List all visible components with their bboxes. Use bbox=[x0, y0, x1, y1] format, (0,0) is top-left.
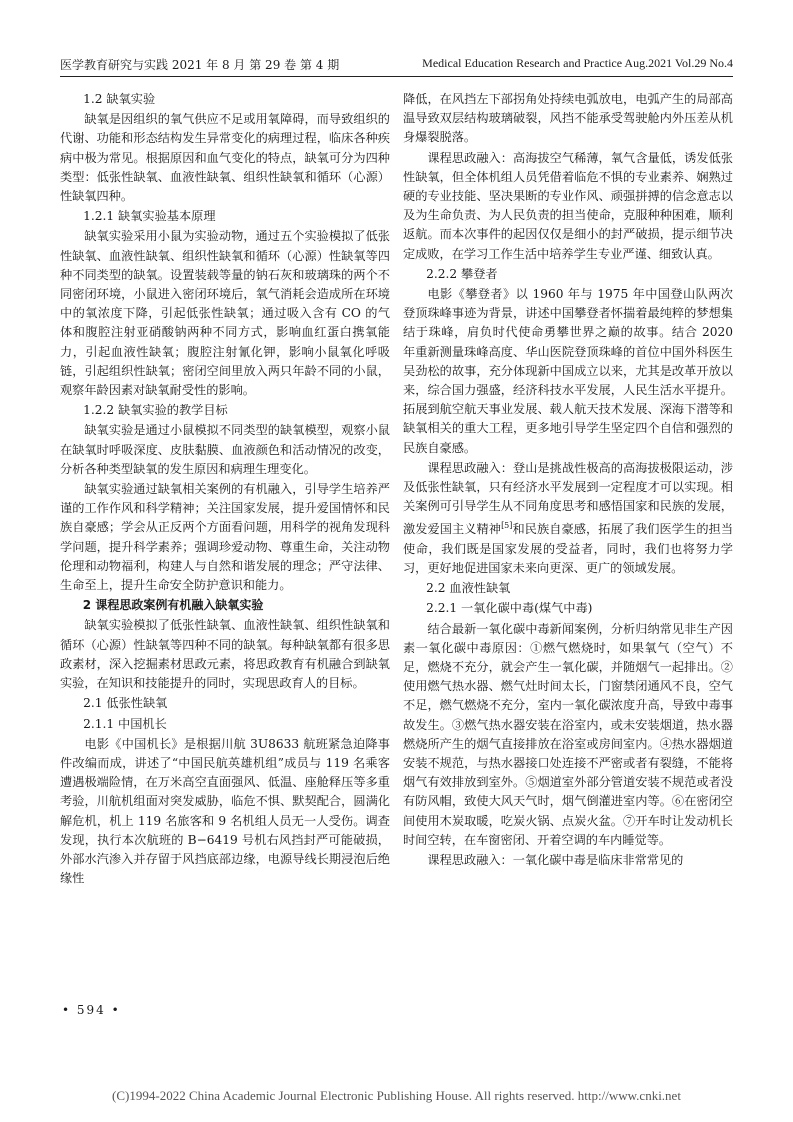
running-header bbox=[60, 54, 733, 77]
journal-header-english: Medical Education Research and Practice Aug.2021 Vol.29 No.4 bbox=[422, 56, 733, 70]
paragraph: 缺氧实验模拟了低张性缺氧、血液性缺氧、组织性缺氧和循环（心源）性缺氧等四种不同的缺氧。每种缺氧都有很多思政素材，深入挖掘素材思政元素，将思政教育有机融合到缺氧实验，在知识和技能提升的同时，实现思政育人的目标。 bbox=[60, 618, 390, 691]
right-column bbox=[403, 90, 733, 871]
paragraph: 课程思政融入：一氧化碳中毒是临床非常常见的 bbox=[427, 852, 684, 867]
paragraph: 缺氧是因组织的氧气供应不足或用氧障碍，而导致组织的代谢、功能和形态结构发生异常变化的病理过程，临床各种疾病中极为常见。根据原因和血气变化的特点，缺氧可分为四种类型：低张性缺氧、血液性缺氧、组织性缺氧和循环（心源）性缺氧四种。 bbox=[60, 112, 390, 204]
paragraph: 电影《中国机长》是根据川航 3U8633 航班紧急迫降事件改编而成，讲述了“中国民航英雄机组”成员与 119 名乘客遭遇极端险情，在万米高空直面强风、低温、座舱释压等多重考验，川航机组面对突发威胁，临危不惧、默契配合，圆满化解危机，机上 119 名旅客和 9 名机组人员无一人受伤。调查发现，执行本次航班的 B−6419 号机右风挡封严可能破损，外部水汽渗入并存留于风挡底部边缘，电源导线长期浸泡后绝缘性 bbox=[60, 736, 390, 886]
section-heading-2-2: 2.2 血液性缺氧 bbox=[426, 581, 511, 596]
paragraph: 缺氧实验通过缺氧相关案例的有机融入，引导学生培养严谨的工作作风和科学精神；关注国家发展，提升爱国情怀和民族自豪感；学会从正反两个方面看问题，用科学的视角发现科学问题，提升科学素养；强调珍爱动物、尊重生命，关注动物伦理和动物福利，构建人与自然和谐发展的理念；严守法律、生命至上，提升生命安全防护意识和能力。 bbox=[60, 482, 390, 593]
paragraph: 缺氧实验采用小鼠为实验动物，通过五个实验模拟了低张性缺氧、血液性缺氧、组织性缺氧和循环（心源）性缺氧等四种不同类型的缺氧。设置装载等量的钠石灰和玻璃珠的两个不同密闭环境，小鼠进入密闭环境后，氧气消耗会造成所在环境中的氧浓度下降，引起低张性缺氧；通过吸入含有 CO 的气体和腹腔注射亚硝酸钠两种不同方式，影响血红蛋白携氧能力，引起血液性缺氧；腹腔注射氰化钾，影响小鼠氧化呼吸链，引起组织性缺氧；密闭空间里放入两只年龄不同的小鼠，观察年龄因素对缺氧耐受性的影响。 bbox=[60, 229, 390, 398]
paragraph: 结合最新一氧化碳中毒新闻案例，分析归纳常见非生产因素一氧化碳中毒原因：①燃气燃烧时，如果氧气（空气）不足，燃烧不充分，就会产生一氧化碳，并随烟气一起排出。②使用燃气热水器、燃气灶时间太长，门窗禁闭通风不良，空气不足，燃气燃烧不充分，室内一氧化碳浓度升高，导致中毒事故发生。③燃气热水器安装在浴室内，或未安装烟道，热水器燃烧所产生的烟气直接排放在浴室或房间室内。④热水器烟道安装不规范，与热水器接口处连接不严密或者有裂缝，不能将烟气有效排放到室外。⑤烟道室外部分管道安装不规范或者没有防风帽，致使大风天气时，烟气倒灌进室内等。⑥在密闭空间使用木炭取暖，吃炭火锅、点炭火盆。⑦开车时让发动机长时间空转，在车窗密闭、开着空调的车内睡觉等。 bbox=[403, 621, 733, 847]
section-heading-2-1: 2.1 低张性缺氧 bbox=[83, 696, 168, 711]
citation-reference[interactable]: [5] bbox=[501, 521, 513, 531]
paragraph bbox=[403, 459, 733, 578]
section-heading-2-1-1: 2.1.1 中国机长 bbox=[83, 716, 167, 731]
paragraph-part: 课程思政融入：登山是挑战性极高的高海拔极限运动，涉及低张性缺氧，只有经济水平发展到一定程度才可以实现。相关案例可引导学生从不同角度思考和感悟国家和民族的发展，激发爱国主义精神 bbox=[403, 460, 733, 537]
section-heading-2-2-1: 2.2.1 一氧化碳中毒(煤气中毒) bbox=[426, 601, 593, 616]
page-number: • 594 • bbox=[62, 1003, 121, 1017]
section-heading-2-2-2: 2.2.2 攀登者 bbox=[426, 266, 498, 281]
left-column bbox=[60, 90, 390, 889]
paragraph: 降低，在风挡左下部拐角处持续电弧放电，电弧产生的局部高温导致双层结构玻璃破裂，风挡不能承受驾驶舱内外压差从机身爆裂脱落。 bbox=[403, 92, 733, 145]
paragraph-part: 和民族自豪感，拓展了我们医学生的担当使命，我们既是国家发展的受益者，同时，我们也将努力学习，更好地促进国家未来向更深、更广的领域发展。 bbox=[403, 522, 734, 575]
journal-header-chinese: 医学教育研究与实践 2021 年 8 月 第 29 卷 第 4 期 bbox=[60, 58, 340, 72]
section-heading-2: 2 课程思政案例有机融入缺氧实验 bbox=[82, 598, 264, 613]
paragraph: 缺氧实验是通过小鼠模拟不同类型的缺氧模型，观察小鼠在缺氧时呼吸深度、皮肤黏膜、血液颜色和活动情况的改变，分析各种类型缺氧的发生原因和病理生理变化。 bbox=[60, 423, 390, 476]
section-heading-1-2-2: 1.2.2 缺氧实验的教学目标 bbox=[83, 403, 228, 418]
section-heading-1-2: 1.2 缺氧实验 bbox=[83, 92, 156, 106]
paragraph: 电影《攀登者》以 1960 年与 1975 年中国登山队两次登顶珠峰事迹为背景，讲述中国攀登者怀揣着最纯粹的梦想集结于珠峰，肩负时代使命勇攀世界之巅的故事。结合 2020 年重新测量珠峰高度、华山医院登顶珠峰的首位中国外科医生吴劲松的故事，充分体现新中国成立以来，尤其是改革开放以来，综合国力强盛，经济科技水平发展，人民生活水平提升。拓展到航空航天事业发展、载人航天技术发展、深海下潜等和缺氧相关的重大工程，更多地引导学生坚定四个自信和强烈的民族自豪感。 bbox=[403, 287, 733, 455]
section-heading-1-2-1: 1.2.1 缺氧实验基本原理 bbox=[83, 209, 216, 224]
copyright-footer: (C)1994-2022 China Academic Journal Electronic Publishing House. All rights reserved. http://www.cnki.net bbox=[112, 1088, 681, 1103]
paragraph: 课程思政融入：高海拔空气稀薄，氧气含量低，诱发低张性缺氧，但全体机组人员凭借着临危不惧的专业素养、娴熟过硬的专业技能、坚决果断的专业作风、顽强拼搏的信念意志以及为生命负责、为人民负责的担当使命，克服种种困难，顺利返航。而本次事件的起因仅仅是细小的封严破损，提示细节决定成败，在学习工作生活中培养学生专业严谨、细致认真。 bbox=[403, 150, 733, 261]
